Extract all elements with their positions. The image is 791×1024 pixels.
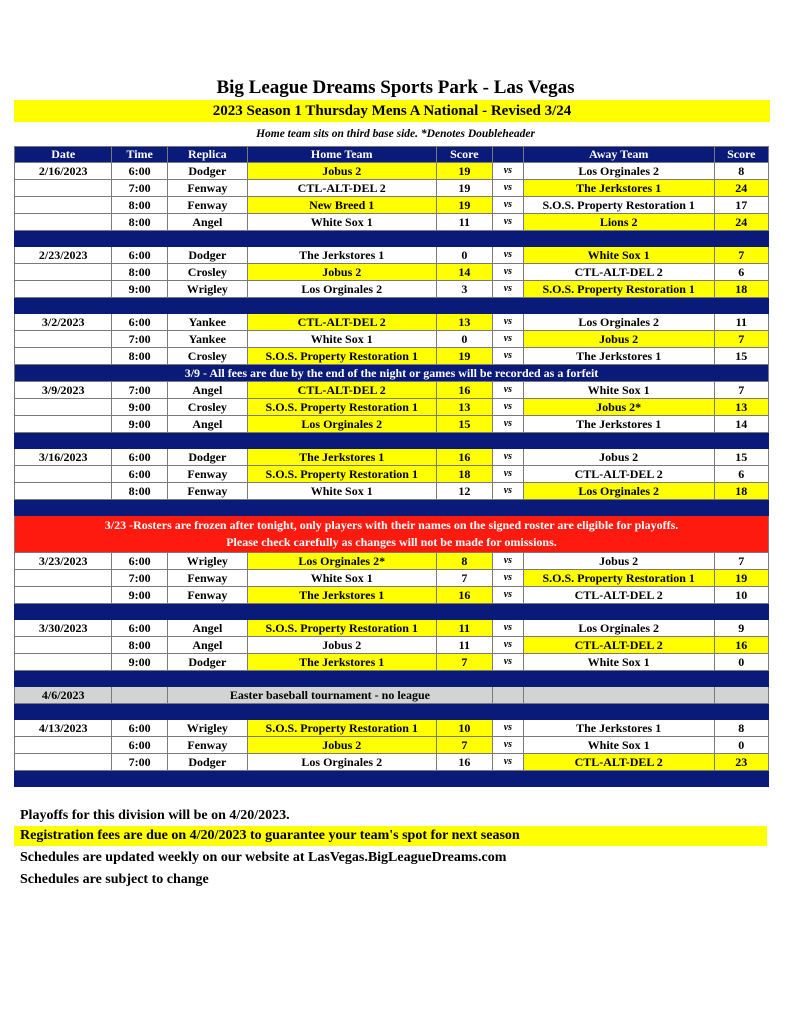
away-score-cell: 7 [714, 331, 768, 348]
date-cell [15, 754, 112, 771]
game-row [15, 264, 769, 281]
home-score-cell: 16 [436, 449, 492, 466]
empty-cell [523, 687, 714, 704]
game-row [15, 637, 769, 654]
vs-cell: vs [493, 348, 524, 365]
field-cell: Wrigley [167, 720, 247, 737]
separator-cell [15, 671, 769, 687]
separator-band [15, 433, 769, 449]
time-cell: 8:00 [112, 197, 167, 214]
home-team-cell: Jobus 2 [247, 737, 436, 754]
col-header-time: Time [112, 147, 167, 163]
season-subtitle: 2023 Season 1 Thursday Mens A National - Revised 3/24 [14, 100, 770, 122]
home-score-cell: 0 [436, 247, 492, 264]
vs-cell: vs [493, 264, 524, 281]
date-cell [15, 654, 112, 671]
vs-cell: vs [493, 483, 524, 500]
time-cell: 8:00 [112, 264, 167, 281]
home-team-cell: S.O.S. Property Restoration 1 [247, 720, 436, 737]
time-cell: 7:00 [112, 754, 167, 771]
no-league-row [15, 687, 769, 704]
away-team-cell: The Jerkstores 1 [523, 416, 714, 433]
field-cell: Crosley [167, 264, 247, 281]
time-cell: 9:00 [112, 399, 167, 416]
time-cell: 7:00 [112, 180, 167, 197]
away-score-cell: 6 [714, 466, 768, 483]
home-team-cell: White Sox 1 [247, 331, 436, 348]
home-team-cell: CTL-ALT-DEL 2 [247, 180, 436, 197]
home-team-cell: Jobus 2 [247, 264, 436, 281]
date-cell [15, 348, 112, 365]
home-team-cell: The Jerkstores 1 [247, 587, 436, 604]
home-score-cell: 14 [436, 264, 492, 281]
away-team-cell: Jobus 2 [523, 331, 714, 348]
field-cell: Fenway [167, 466, 247, 483]
home-score-cell: 3 [436, 281, 492, 298]
home-team-cell: Los Orginales 2 [247, 281, 436, 298]
home-team-cell: S.O.S. Property Restoration 1 [247, 399, 436, 416]
away-score-cell: 17 [714, 197, 768, 214]
vs-cell: vs [493, 737, 524, 754]
home-team-cell: The Jerkstores 1 [247, 449, 436, 466]
home-team-cell: The Jerkstores 1 [247, 654, 436, 671]
away-score-cell: 8 [714, 720, 768, 737]
game-row [15, 399, 769, 416]
home-score-cell: 10 [436, 720, 492, 737]
home-score-cell: 13 [436, 399, 492, 416]
field-cell: Wrigley [167, 281, 247, 298]
vs-cell: vs [493, 399, 524, 416]
date-cell: 2/23/2023 [15, 247, 112, 264]
date-cell: 3/30/2023 [15, 620, 112, 637]
date-cell [15, 416, 112, 433]
separator-cell [15, 433, 769, 449]
home-score-cell: 19 [436, 180, 492, 197]
home-score-cell: 11 [436, 214, 492, 231]
time-cell: 6:00 [112, 247, 167, 264]
time-cell: 8:00 [112, 348, 167, 365]
game-row [15, 620, 769, 637]
time-cell: 6:00 [112, 720, 167, 737]
game-row [15, 314, 769, 331]
roster-notice-line1: 3/23 -Rosters are frozen after tonight, only players with their names on the signed roster are eligible for playoffs. [104, 518, 679, 532]
home-team-cell: S.O.S. Property Restoration 1 [247, 466, 436, 483]
home-score-cell: 16 [436, 754, 492, 771]
away-team-cell: CTL-ALT-DEL 2 [523, 466, 714, 483]
separator-band [15, 298, 769, 314]
home-team-cell: New Breed 1 [247, 197, 436, 214]
vs-cell: vs [493, 331, 524, 348]
away-score-cell: 14 [714, 416, 768, 433]
field-cell: Angel [167, 416, 247, 433]
vs-cell: vs [493, 247, 524, 264]
separator-band [15, 771, 769, 787]
field-cell: Yankee [167, 331, 247, 348]
no-league-text: Easter baseball tournament - no league [167, 687, 492, 704]
date-cell [15, 331, 112, 348]
away-team-cell: White Sox 1 [523, 247, 714, 264]
col-header-home-team: Home Team [247, 147, 436, 163]
away-team-cell: S.O.S. Property Restoration 1 [523, 570, 714, 587]
away-score-cell: 7 [714, 382, 768, 399]
col-header-replica: Replica [167, 147, 247, 163]
home-team-cell: Los Orginales 2* [247, 553, 436, 570]
separator-band [15, 671, 769, 687]
away-team-cell: CTL-ALT-DEL 2 [523, 754, 714, 771]
separator-band [15, 604, 769, 620]
home-score-cell: 16 [436, 587, 492, 604]
away-team-cell: Los Orginales 2 [523, 314, 714, 331]
page-title: Big League Dreams Sports Park - Las Vegas [216, 77, 575, 98]
home-score-cell: 19 [436, 163, 492, 180]
game-row [15, 180, 769, 197]
date-cell: 2/16/2023 [15, 163, 112, 180]
date-cell [15, 587, 112, 604]
home-score-cell: 19 [436, 348, 492, 365]
time-cell: 6:00 [112, 620, 167, 637]
col-header-vs [493, 147, 524, 163]
away-score-cell: 7 [714, 247, 768, 264]
date-cell: 3/23/2023 [15, 553, 112, 570]
field-cell: Angel [167, 637, 247, 654]
empty-cell [112, 687, 167, 704]
game-row [15, 331, 769, 348]
away-score-cell: 18 [714, 281, 768, 298]
website-note: Schedules are updated weekly on our website at LasVegas.BigLeagueDreams.com [20, 850, 507, 865]
home-score-cell: 16 [436, 382, 492, 399]
home-score-cell: 7 [436, 654, 492, 671]
game-row [15, 737, 769, 754]
home-team-cell: Jobus 2 [247, 163, 436, 180]
date-cell: 4/13/2023 [15, 720, 112, 737]
game-row [15, 466, 769, 483]
roster-notice-line2: Please check carefully as changes will not be made for omissions. [226, 535, 557, 549]
separator-band [15, 704, 769, 720]
time-cell: 6:00 [112, 163, 167, 180]
time-cell: 6:00 [112, 737, 167, 754]
away-team-cell: White Sox 1 [523, 737, 714, 754]
away-score-cell: 9 [714, 620, 768, 637]
away-team-cell: Jobus 2 [523, 449, 714, 466]
game-row [15, 720, 769, 737]
time-cell: 6:00 [112, 553, 167, 570]
away-score-cell: 19 [714, 570, 768, 587]
separator-band [15, 231, 769, 247]
vs-cell: vs [493, 570, 524, 587]
home-team-cell: Los Orginales 2 [247, 754, 436, 771]
away-team-cell: White Sox 1 [523, 654, 714, 671]
away-score-cell: 23 [714, 754, 768, 771]
away-team-cell: Los Orginales 2 [523, 483, 714, 500]
separator-cell [15, 298, 769, 314]
time-cell: 6:00 [112, 466, 167, 483]
time-cell: 9:00 [112, 416, 167, 433]
time-cell: 7:00 [112, 570, 167, 587]
game-row [15, 483, 769, 500]
game-row [15, 382, 769, 399]
away-score-cell: 15 [714, 449, 768, 466]
vs-cell: vs [493, 197, 524, 214]
vs-cell: vs [493, 466, 524, 483]
field-cell: Dodger [167, 654, 247, 671]
date-cell [15, 570, 112, 587]
roster-notice-row [15, 516, 769, 553]
away-team-cell: Lions 2 [523, 214, 714, 231]
date-cell [15, 281, 112, 298]
time-cell: 8:00 [112, 637, 167, 654]
field-cell: Angel [167, 382, 247, 399]
game-row [15, 654, 769, 671]
field-cell: Fenway [167, 587, 247, 604]
away-team-cell: Los Orginales 2 [523, 620, 714, 637]
game-row [15, 214, 769, 231]
home-team-cell: Jobus 2 [247, 637, 436, 654]
field-cell: Wrigley [167, 553, 247, 570]
field-cell: Dodger [167, 449, 247, 466]
separator-band [15, 500, 769, 516]
away-score-cell: 24 [714, 214, 768, 231]
vs-cell: vs [493, 553, 524, 570]
field-cell: Fenway [167, 570, 247, 587]
field-cell: Angel [167, 214, 247, 231]
away-team-cell: White Sox 1 [523, 382, 714, 399]
col-header-date: Date [15, 147, 112, 163]
away-team-cell: S.O.S. Property Restoration 1 [523, 281, 714, 298]
home-team-cell: CTL-ALT-DEL 2 [247, 314, 436, 331]
date-cell: 3/2/2023 [15, 314, 112, 331]
away-team-cell: CTL-ALT-DEL 2 [523, 637, 714, 654]
home-score-cell: 11 [436, 637, 492, 654]
away-score-cell: 24 [714, 180, 768, 197]
home-score-cell: 11 [436, 620, 492, 637]
separator-cell [15, 231, 769, 247]
home-team-cell: Los Orginales 2 [247, 416, 436, 433]
away-team-cell: The Jerkstores 1 [523, 348, 714, 365]
away-team-cell: CTL-ALT-DEL 2 [523, 587, 714, 604]
field-cell: Yankee [167, 314, 247, 331]
home-score-cell: 0 [436, 331, 492, 348]
date-cell [15, 637, 112, 654]
fees-notice: 3/9 - All fees are due by the end of the night or games will be recorded as a forfeit [15, 365, 769, 382]
vs-cell: vs [493, 281, 524, 298]
home-score-cell: 12 [436, 483, 492, 500]
home-team-note: Home team sits on third base side. *Denotes Doubleheader [256, 128, 535, 140]
home-score-cell: 8 [436, 553, 492, 570]
away-score-cell: 10 [714, 587, 768, 604]
vs-cell: vs [493, 314, 524, 331]
away-team-cell: The Jerkstores 1 [523, 720, 714, 737]
playoffs-note: Playoffs for this division will be on 4/20/2023. [20, 808, 290, 823]
away-score-cell: 7 [714, 553, 768, 570]
vs-cell: vs [493, 637, 524, 654]
home-score-cell: 18 [436, 466, 492, 483]
separator-cell [15, 771, 769, 787]
change-note: Schedules are subject to change [20, 872, 209, 887]
game-row [15, 197, 769, 214]
game-row [15, 247, 769, 264]
vs-cell: vs [493, 416, 524, 433]
game-row [15, 449, 769, 466]
away-team-cell: Jobus 2 [523, 553, 714, 570]
game-row [15, 416, 769, 433]
col-header-away-score: Score [714, 147, 768, 163]
field-cell: Dodger [167, 163, 247, 180]
roster-notice [15, 516, 769, 553]
time-cell: 8:00 [112, 214, 167, 231]
away-score-cell: 6 [714, 264, 768, 281]
game-row [15, 348, 769, 365]
home-team-cell: S.O.S. Property Restoration 1 [247, 348, 436, 365]
time-cell: 6:00 [112, 449, 167, 466]
away-team-cell: CTL-ALT-DEL 2 [523, 264, 714, 281]
time-cell: 7:00 [112, 382, 167, 399]
date-cell: 3/9/2023 [15, 382, 112, 399]
field-cell: Fenway [167, 180, 247, 197]
home-score-cell: 7 [436, 570, 492, 587]
game-row [15, 163, 769, 180]
home-team-cell: S.O.S. Property Restoration 1 [247, 620, 436, 637]
away-score-cell: 13 [714, 399, 768, 416]
separator-cell [15, 604, 769, 620]
home-score-cell: 7 [436, 737, 492, 754]
game-row [15, 553, 769, 570]
vs-cell: vs [493, 180, 524, 197]
vs-cell: vs [493, 449, 524, 466]
away-score-cell: 11 [714, 314, 768, 331]
field-cell: Crosley [167, 348, 247, 365]
field-cell: Angel [167, 620, 247, 637]
game-row [15, 570, 769, 587]
vs-cell: vs [493, 163, 524, 180]
field-cell: Dodger [167, 754, 247, 771]
col-header-away-team: Away Team [523, 147, 714, 163]
time-cell: 7:00 [112, 331, 167, 348]
game-row [15, 281, 769, 298]
field-cell: Crosley [167, 399, 247, 416]
col-header-home-score: Score [436, 147, 492, 163]
game-row [15, 754, 769, 771]
date-cell [15, 466, 112, 483]
away-score-cell: 15 [714, 348, 768, 365]
time-cell: 9:00 [112, 587, 167, 604]
field-cell: Fenway [167, 483, 247, 500]
date-cell [15, 399, 112, 416]
away-team-cell: Jobus 2* [523, 399, 714, 416]
time-cell: 6:00 [112, 314, 167, 331]
vs-cell: vs [493, 720, 524, 737]
home-score-cell: 19 [436, 197, 492, 214]
date-cell [15, 180, 112, 197]
away-score-cell: 0 [714, 737, 768, 754]
field-cell: Fenway [167, 737, 247, 754]
field-cell: Dodger [167, 247, 247, 264]
time-cell: 9:00 [112, 654, 167, 671]
away-score-cell: 16 [714, 637, 768, 654]
away-score-cell: 18 [714, 483, 768, 500]
away-team-cell: S.O.S. Property Restoration 1 [523, 197, 714, 214]
separator-cell [15, 500, 769, 516]
away-team-cell: The Jerkstores 1 [523, 180, 714, 197]
home-score-cell: 15 [436, 416, 492, 433]
date-cell [15, 264, 112, 281]
home-team-cell: White Sox 1 [247, 214, 436, 231]
schedule-table [14, 146, 769, 787]
home-team-cell: White Sox 1 [247, 483, 436, 500]
vs-cell: vs [493, 382, 524, 399]
schedule-body [15, 163, 769, 787]
time-cell: 9:00 [112, 281, 167, 298]
field-cell: Fenway [167, 197, 247, 214]
date-cell [15, 214, 112, 231]
empty-cell [714, 687, 768, 704]
home-team-cell: The Jerkstores 1 [247, 247, 436, 264]
home-team-cell: CTL-ALT-DEL 2 [247, 382, 436, 399]
date-cell [15, 197, 112, 214]
game-row [15, 587, 769, 604]
vs-cell: vs [493, 654, 524, 671]
registration-note: Registration fees are due on 4/20/2023 to guarantee your team's spot for next season [14, 826, 767, 846]
fees-notice-row [15, 365, 769, 382]
date-cell [15, 483, 112, 500]
vs-cell: vs [493, 620, 524, 637]
home-score-cell: 13 [436, 314, 492, 331]
home-team-cell: White Sox 1 [247, 570, 436, 587]
date-cell: 4/6/2023 [15, 687, 112, 704]
away-score-cell: 8 [714, 163, 768, 180]
vs-cell: vs [493, 214, 524, 231]
date-cell: 3/16/2023 [15, 449, 112, 466]
separator-cell [15, 704, 769, 720]
away-score-cell: 0 [714, 654, 768, 671]
vs-cell: vs [493, 754, 524, 771]
vs-cell: vs [493, 587, 524, 604]
time-cell: 8:00 [112, 483, 167, 500]
away-team-cell: Los Orginales 2 [523, 163, 714, 180]
empty-cell [493, 687, 524, 704]
date-cell [15, 737, 112, 754]
table-header-row [15, 147, 769, 163]
